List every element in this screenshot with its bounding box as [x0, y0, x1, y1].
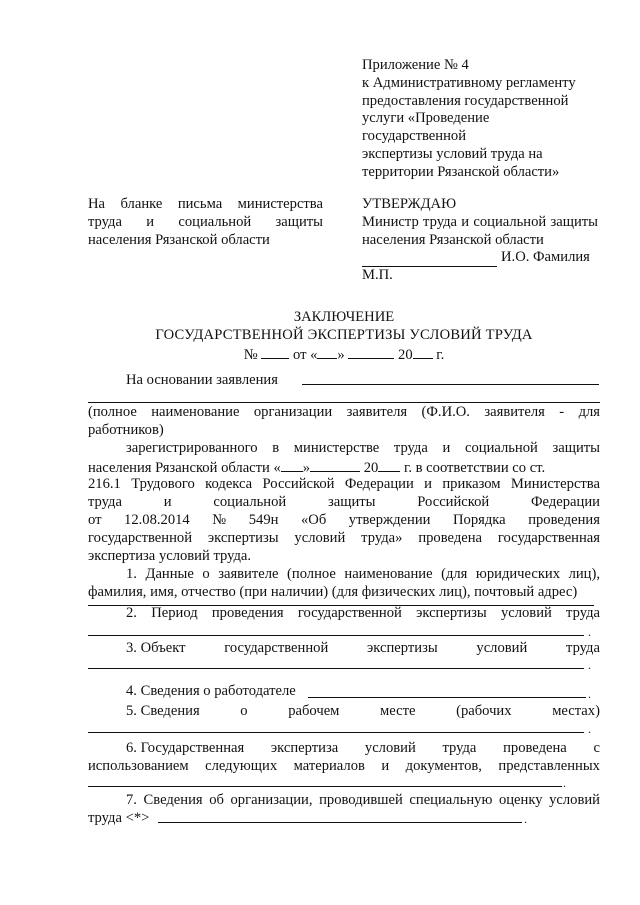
period: . [588, 658, 591, 672]
word: Федерации [531, 494, 600, 510]
basis-field[interactable] [302, 384, 599, 385]
annex-line: Приложение № 4 [362, 57, 469, 73]
word: местах) [552, 703, 600, 719]
word: Российской [417, 494, 490, 510]
reg-line: государственной экспертизы условий труда» проведена государственная [88, 530, 600, 546]
reg-line [88, 494, 600, 512]
signature-name: И.О. Фамилия [501, 249, 590, 266]
word: условий [364, 740, 416, 756]
annex-line: территории Рязанской области» [362, 163, 560, 180]
reg-text: » [302, 460, 311, 476]
reg-line-date [88, 458, 600, 478]
from-label: от « [292, 347, 318, 363]
word: защиты [328, 494, 376, 510]
item-6-field[interactable] [88, 786, 562, 787]
word: и [163, 494, 172, 510]
item-7-line-1: 7. Сведения об организации, проводившей специальную оценку условий [126, 792, 600, 808]
approval-position: Министр труда и социальной защиты населения Рязанской области [362, 213, 598, 248]
day-field[interactable] [317, 345, 337, 359]
word: месте [380, 703, 416, 719]
reg-text: населения Рязанской области « [88, 460, 281, 476]
word: проведена [503, 740, 567, 756]
reg-day-field[interactable] [281, 458, 303, 472]
word: от [88, 512, 102, 528]
word: труда [88, 494, 122, 510]
word: с [593, 740, 600, 756]
word: 3. Объект [126, 640, 186, 656]
reg-line: 216.1 Трудового кодекса Российской Федерации и приказом Министерства [88, 476, 600, 492]
basis-label: На основании заявления [126, 372, 278, 388]
word: 12.08.2014 [124, 512, 190, 528]
annex-line: экспертизы условий труда на [362, 145, 543, 162]
word: № [212, 512, 227, 528]
item-5-field[interactable] [88, 732, 584, 733]
month-field[interactable] [348, 345, 394, 359]
word: труда [442, 740, 477, 756]
item-2: 2. Период проведения государственной экспертизы условий труда [126, 605, 600, 621]
year-field[interactable] [413, 345, 433, 359]
item-6-line-1 [126, 740, 600, 758]
item-3-field[interactable] [88, 668, 584, 669]
word: Порядка [453, 512, 506, 528]
word: материалов [293, 758, 365, 774]
period: . [588, 687, 591, 701]
annex-line: к Административному регламенту [362, 74, 576, 91]
doc-subtitle: ГОСУДАРСТВЕННОЙ ЭКСПЕРТИЗЫ УСЛОВИЙ ТРУДА [155, 327, 533, 343]
word: документов, [405, 758, 482, 774]
word: представленных [498, 758, 600, 774]
word: 6. Государственная [126, 740, 245, 756]
word: о [240, 703, 248, 719]
applicant-note: (полное наименование организации заявителя (Ф.И.О. заявителя - для работников) [88, 404, 600, 438]
word: проведения [528, 512, 600, 528]
word: и [381, 758, 390, 774]
word: использованием [88, 758, 189, 774]
word: «Об [300, 512, 327, 528]
word: рабочем [288, 703, 340, 719]
word: государственной [224, 640, 329, 656]
item-4-field[interactable] [308, 697, 586, 698]
annex-line: услуги «Проведение [362, 110, 490, 127]
stamp-label: М.П. [362, 267, 393, 284]
period: . [563, 776, 566, 790]
item-5 [126, 703, 600, 721]
annex-block [362, 57, 602, 182]
word: следующих [205, 758, 278, 774]
period: . [588, 625, 591, 639]
reg-text: г. в соответствии со ст. [404, 460, 546, 476]
word: социальной [213, 494, 287, 510]
reg-line: зарегистрированного в министерстве труда и социальной защиты [126, 440, 600, 456]
annex-line: государственной [362, 128, 467, 145]
word: условий [476, 640, 528, 656]
word: экспертизы [367, 640, 438, 656]
word: 549н [248, 512, 279, 528]
annex-line: предоставления государственной [362, 92, 569, 109]
item-4-label: 4. Сведения о работодателе [126, 683, 296, 699]
word: утверждении [348, 512, 431, 528]
quote-close: » [337, 347, 345, 363]
item-2-field[interactable] [88, 635, 584, 636]
item-1: 1. Данные о заявителе (полное наименование (для юридических лиц), фамилия, имя, отчество (при наличии) (для физических лиц), почтовый адрес) [88, 566, 600, 600]
reg-line: экспертиза условий труда. [88, 548, 252, 564]
reg-year-field[interactable] [378, 458, 400, 472]
word: 5. Сведения [126, 703, 200, 719]
basis-row [126, 372, 600, 390]
signature-field[interactable] [362, 252, 497, 267]
reg-line [88, 512, 600, 530]
reg-text: 20 [363, 460, 379, 476]
number-field[interactable] [261, 345, 289, 359]
signature-line [362, 249, 598, 267]
word: экспертиза [270, 740, 339, 756]
doc-title: ЗАКЛЮЧЕНИЕ [293, 309, 395, 325]
word: (рабочих [456, 703, 512, 719]
period: . [588, 722, 591, 736]
num-label: № [243, 347, 258, 363]
reg-month-field[interactable] [310, 458, 360, 472]
basis-field-continuation[interactable] [88, 402, 600, 403]
period: . [524, 812, 527, 826]
letterhead-note: На бланке письма министерства труда и социальной защиты населения Рязанской области [88, 196, 323, 248]
item-3 [126, 640, 600, 658]
year-prefix: 20 [398, 347, 413, 363]
approval-block [362, 196, 598, 285]
item-7-label: труда <*> [88, 810, 150, 826]
item-4 [126, 683, 600, 701]
item-7-field[interactable] [158, 822, 522, 823]
approval-heading: УТВЕРЖДАЮ [362, 196, 457, 212]
word: труда [566, 640, 600, 656]
doc-number-line [88, 345, 600, 365]
item-6-line-2 [88, 758, 600, 776]
year-suffix: г. [436, 347, 445, 363]
